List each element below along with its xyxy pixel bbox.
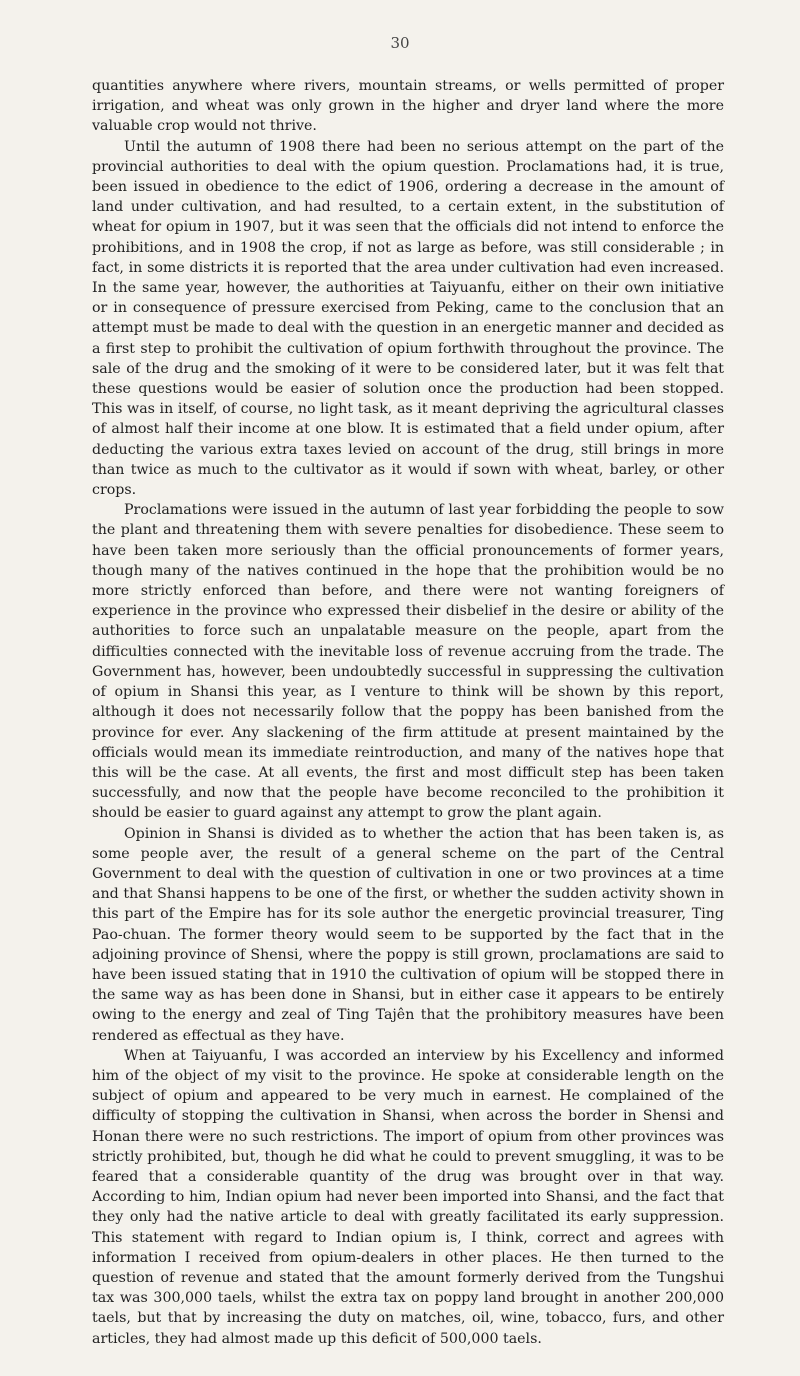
paragraph-5: When at Taiyuanfu, I was accorded an interview by his Excellency and informed him of the object of my visit to the province. He spoke at considerable length on the subject of opium and appeared to be very much in earnest. He complained of the difficulty of stopping the cultivation in Shansi, when across the border in Shensi and Honan there were no such restrictions. The import of opium from other provinces was strictly prohibited, but, though he did what he could to prevent smuggling, it was to be feared that a considerable quantity of the drug was brought over in that way. According to him, Indian opium had never been imported into Shansi, and the fact that they only had the native article to deal with greatly facilitated its early suppression. This statement with regard to Indian opium is, I think, correct and agrees with information I received from opium-dealers in other places. He then turned to the question of revenue and stated that the amount formerly derived from the Tungshui tax was 300,000 taels, whilst the extra tax on poppy land brought in another 200,000 taels, but that by increasing the duty on matches, oil, wine, tobacco, furs, and other articles, they had almost made up this deficit of 500,000 taels. xyxy=(92,1047,724,1347)
paragraph-1: quantities anywhere where rivers, mountain streams, or wells permitted of proper irrigation, and wheat was only grown in the higher and dryer land where the more valuable crop would not thrive. xyxy=(92,78,724,135)
page-number: 30 xyxy=(390,34,410,52)
paragraph-3: Proclamations were issued in the autumn of last year forbidding the people to sow the plant and threatening them with severe penalties for disobedience. These seem to have been taken more seriously than the official pronouncements of former years, though many of the natives continued in the hope that the prohibition would be no more strictly enforced than before, and there were not wanting foreigners of experience in the province who expressed their disbelief in the desire or ability of the authorities to force such an unpalatable measure on the people, apart from the difficulties connected with the inevitable loss of revenue accruing from the trade. The Government has, however, been undoubtedly successful in suppressing the cultivation of opium in Shansi this year, as I venture to think will be shown by this report, although it does not necessarily follow that the poppy has been banished from the province for ever. Any slackening of the firm attitude at present maintained by the officials would mean its immediate reintroduction, and many of the natives hope that this will be the case. At all events, the first and most difficult step has been taken successfully, and now that the people have become reconciled to the prohibition it should be easier to guard against any attempt to grow the plant again. xyxy=(92,502,724,822)
paragraph-4: Opinion in Shansi is divided as to whether the action that has been taken is, as some people aver, the result of a general scheme on the part of the Central Government to deal with the question of cultivation in one or two provinces at a time and that Shansi happens to be one of the first, or whether the sudden activity shown in this part of the Empire has for its sole author the energetic provincial treasurer, Ting Pao-chuan. The former theory would seem to be supported by the fact that in the adjoining province of Shensi, where the poppy is still grown, proclamations are said to have been issued stating that in 1910 the cultivation of opium will be stopped there in the same way as has been done in Shansi, but in either case it appears to be entirely owing to the energy and zeal of Ting Tajên that the prohibitory measures have been rendered as effectual as they have. xyxy=(92,825,724,1044)
paragraph-2: Until the autumn of 1908 there had been no serious attempt on the part of the provincial authorities to deal with the opium question. Proclamations had, it is true, been issued in obedience to the edict of 1906, ordering a decrease in the amount of land under cultivation, and had resulted, to a certain extent, in the substitution of wheat for opium in 1907, but it was seen that the officials did not intend to enforce the prohibitions, and in 1908 the crop, if not as large as before, was still considerable ; in fact, in some districts it is reported that the area under cultivation had even increased. In the same year, however, the authorities at Taiyuanfu, either on their own initiative or in consequence of pressure exercised from Peking, came to the conclusion that an attempt must be made to deal with the question in an energetic manner and decided as a first step to prohibit the cultivation of opium forthwith throughout the province. The sale of the drug and the smoking of it were to be considered later, but it was felt that these questions would be easier of solution once the production had been stopped. This was in itself, of course, no light task, as it meant depriving the agricultural classes of almost half their income at one blow. It is estimated that a field under opium, after deducting the various extra taxes levied on account of the drug, still brings in more than twice as much to the cultivator as it would if sown with wheat, barley, or other crops. xyxy=(92,138,724,499)
body-text xyxy=(92,76,724,1349)
